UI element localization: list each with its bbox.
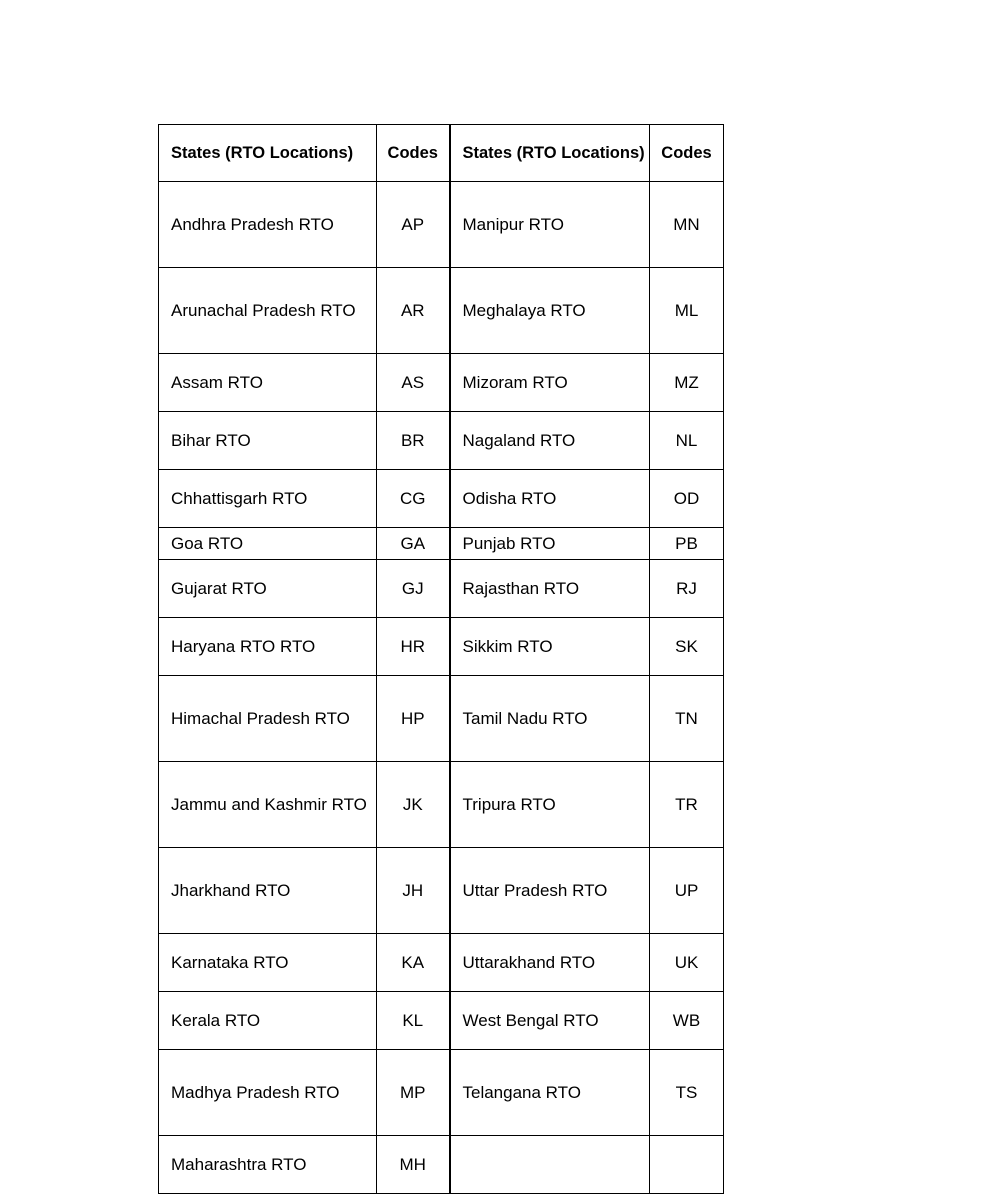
state-code-cell: MH — [377, 1136, 450, 1194]
state-name-cell: West Bengal RTO — [450, 992, 650, 1050]
table-row — [159, 470, 724, 528]
state-name-cell: Punjab RTO — [450, 528, 650, 560]
table-row — [159, 762, 724, 848]
state-code-cell: AR — [377, 268, 450, 354]
state-name-cell: Madhya Pradesh RTO — [159, 1050, 377, 1136]
table-row — [159, 268, 724, 354]
state-name-cell: Karnataka RTO — [159, 934, 377, 992]
state-code-cell: GA — [377, 528, 450, 560]
state-name-cell: Tripura RTO — [450, 762, 650, 848]
table-row — [159, 848, 724, 934]
state-name-cell: Uttarakhand RTO — [450, 934, 650, 992]
state-name-cell: Kerala RTO — [159, 992, 377, 1050]
state-code-cell: UP — [650, 848, 724, 934]
table-row — [159, 676, 724, 762]
state-name-cell: Jammu and Kashmir RTO — [159, 762, 377, 848]
state-code-cell: OD — [650, 470, 724, 528]
state-name-cell: Manipur RTO — [450, 182, 650, 268]
state-code-cell: AS — [377, 354, 450, 412]
state-code-cell: ML — [650, 268, 724, 354]
state-code-cell: KA — [377, 934, 450, 992]
state-name-cell: Telangana RTO — [450, 1050, 650, 1136]
state-name-cell: Andhra Pradesh RTO — [159, 182, 377, 268]
table-row — [159, 1050, 724, 1136]
state-code-cell: TN — [650, 676, 724, 762]
state-name-cell: Nagaland RTO — [450, 412, 650, 470]
state-code-cell: MZ — [650, 354, 724, 412]
table-row — [159, 618, 724, 676]
state-code-cell: RJ — [650, 560, 724, 618]
header-codes-1: Codes — [377, 125, 450, 182]
state-name-cell: Jharkhand RTO — [159, 848, 377, 934]
state-name-cell: Tamil Nadu RTO — [450, 676, 650, 762]
state-code-cell: CG — [377, 470, 450, 528]
state-name-cell: Sikkim RTO — [450, 618, 650, 676]
table-row — [159, 560, 724, 618]
state-name-cell: Meghalaya RTO — [450, 268, 650, 354]
state-code-cell: HP — [377, 676, 450, 762]
state-code-cell: JK — [377, 762, 450, 848]
header-states-2: States (RTO Locations) — [450, 125, 650, 182]
state-name-cell: Chhattisgarh RTO — [159, 470, 377, 528]
state-code-cell: AP — [377, 182, 450, 268]
state-code-cell: PB — [650, 528, 724, 560]
state-code-cell — [650, 1136, 724, 1194]
state-name-cell: Bihar RTO — [159, 412, 377, 470]
state-name-cell: Assam RTO — [159, 354, 377, 412]
table-row — [159, 1136, 724, 1194]
state-name-cell — [450, 1136, 650, 1194]
state-code-cell: WB — [650, 992, 724, 1050]
state-code-cell: NL — [650, 412, 724, 470]
state-code-cell: MN — [650, 182, 724, 268]
table-row — [159, 354, 724, 412]
state-name-cell: Uttar Pradesh RTO — [450, 848, 650, 934]
state-code-cell: JH — [377, 848, 450, 934]
table-header-row — [159, 125, 724, 182]
state-code-cell: TS — [650, 1050, 724, 1136]
state-name-cell: Mizoram RTO — [450, 354, 650, 412]
state-name-cell: Odisha RTO — [450, 470, 650, 528]
state-code-cell: GJ — [377, 560, 450, 618]
state-code-cell: MP — [377, 1050, 450, 1136]
state-name-cell: Rajasthan RTO — [450, 560, 650, 618]
header-states-1: States (RTO Locations) — [159, 125, 377, 182]
state-code-cell: UK — [650, 934, 724, 992]
table-row — [159, 992, 724, 1050]
state-code-cell: KL — [377, 992, 450, 1050]
state-name-cell: Maharashtra RTO — [159, 1136, 377, 1194]
table-row — [159, 934, 724, 992]
state-name-cell: Haryana RTO RTO — [159, 618, 377, 676]
state-code-cell: HR — [377, 618, 450, 676]
table-body — [159, 182, 724, 1194]
state-name-cell: Arunachal Pradesh RTO — [159, 268, 377, 354]
header-codes-2: Codes — [650, 125, 724, 182]
state-code-cell: TR — [650, 762, 724, 848]
rto-codes-table — [158, 124, 724, 1194]
state-name-cell: Gujarat RTO — [159, 560, 377, 618]
state-name-cell: Goa RTO — [159, 528, 377, 560]
table-row — [159, 528, 724, 560]
state-code-cell: SK — [650, 618, 724, 676]
table-row — [159, 182, 724, 268]
state-name-cell: Himachal Pradesh RTO — [159, 676, 377, 762]
table-row — [159, 412, 724, 470]
state-code-cell: BR — [377, 412, 450, 470]
